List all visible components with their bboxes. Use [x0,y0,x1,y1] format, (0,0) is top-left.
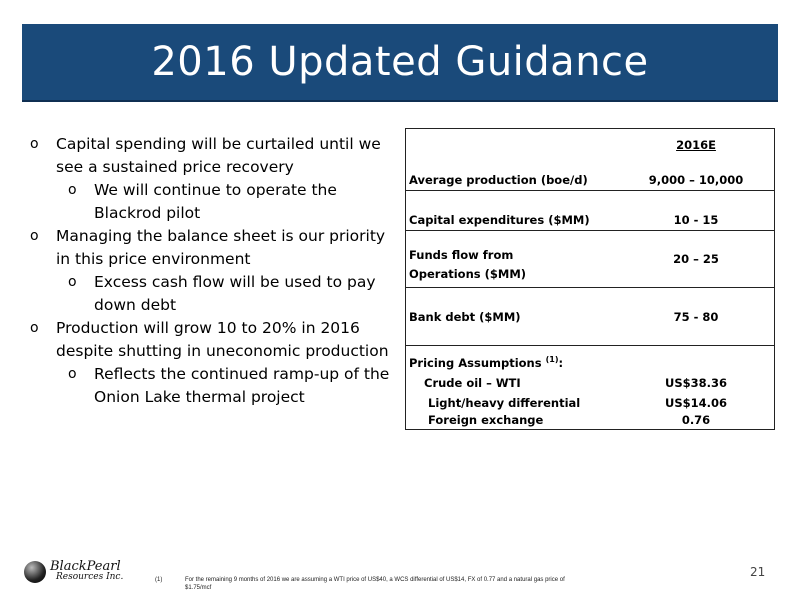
pricing-item-label: Crude oil – WTI [424,375,521,390]
bullet-text: Excess cash flow will be used to pay down debt [94,273,376,314]
pricing-row [406,390,775,410]
bullet-list [30,133,402,409]
sub-bullet-item [30,271,402,317]
footnote-ref: (1) [545,354,559,364]
pricing-item-value: US$38.36 [665,375,727,390]
table-row [406,288,775,346]
header-spacer [406,129,619,161]
sub-bullet-item [30,179,402,225]
footnote-text: For the remaining 9 months of 2016 we are assuming a WTI price of US$40, a WCS differential of US$14, FX of 0.77 and a natural gas price of $1.75/mcf [185,577,565,591]
bullet-item [30,133,402,179]
row-label-line1: Funds flow from [409,248,514,262]
logo-line1: BlackPearl [50,559,121,574]
footnote [155,576,585,592]
bullet-marker: o [30,136,39,152]
bullet-text: Production will grow 10 to 20% in 2016 despite shutting in uneconomic production [56,319,389,360]
row-label: Bank debt ($MM) [406,288,619,346]
pricing-row [406,370,775,390]
bullet-marker: o [30,320,39,336]
pricing-colon: : [558,355,564,370]
row-label: Capital expenditures ($MM) [406,191,619,231]
pearl-icon [24,561,46,583]
table-row [406,191,775,231]
pricing-spacer [618,346,775,370]
table-row [406,231,775,288]
bullet-marker: o [68,182,77,198]
page-number: 21 [750,565,766,579]
bullet-text: Managing the balance sheet is our priority in this price environment [56,227,386,268]
table-row [406,161,775,191]
row-value: 10 - 15 [618,191,775,231]
sub-bullet-item [30,363,402,409]
bullet-text: Reflects the continued ramp-up of the Onion Lake thermal project [94,365,390,406]
bullet-item [30,317,402,363]
pricing-item-value: US$14.06 [665,395,727,410]
table-header-row [406,129,775,161]
row-label [406,231,619,288]
row-label-line2: Operations ($MM) [409,267,527,281]
row-value: 9,000 – 10,000 [618,161,775,191]
pricing-item-value: 0.76 [681,413,711,427]
title-bar [22,24,778,102]
bullet-marker: o [68,366,77,382]
pricing-item-label: Light/heavy differential [428,395,581,410]
bullet-marker: o [30,228,39,244]
guidance-table [405,128,775,430]
pricing-header-row [406,346,775,370]
pricing-label-text: Pricing Assumptions [409,355,542,370]
row-value: 75 - 80 [618,288,775,346]
company-logo [24,556,144,588]
row-label: Average production (boe/d) [406,161,619,191]
bullet-text: We will continue to operate the Blackrod pilot [94,181,337,222]
pricing-item-label: Foreign exchange [428,413,544,427]
bullet-text: Capital spending will be curtailed until we see a sustained price recovery [56,135,381,176]
pricing-label [406,346,619,370]
bullet-marker: o [68,274,77,290]
bullet-item [30,225,402,271]
logo-text [50,561,123,583]
pricing-row [406,410,775,430]
logo-line2: Resources Inc. [56,572,124,582]
footnote-number: (1) [155,577,163,583]
column-header: 2016E [676,137,716,152]
slide-title: 2016 Updated Guidance [151,39,649,85]
row-value: 20 – 25 [618,231,775,288]
